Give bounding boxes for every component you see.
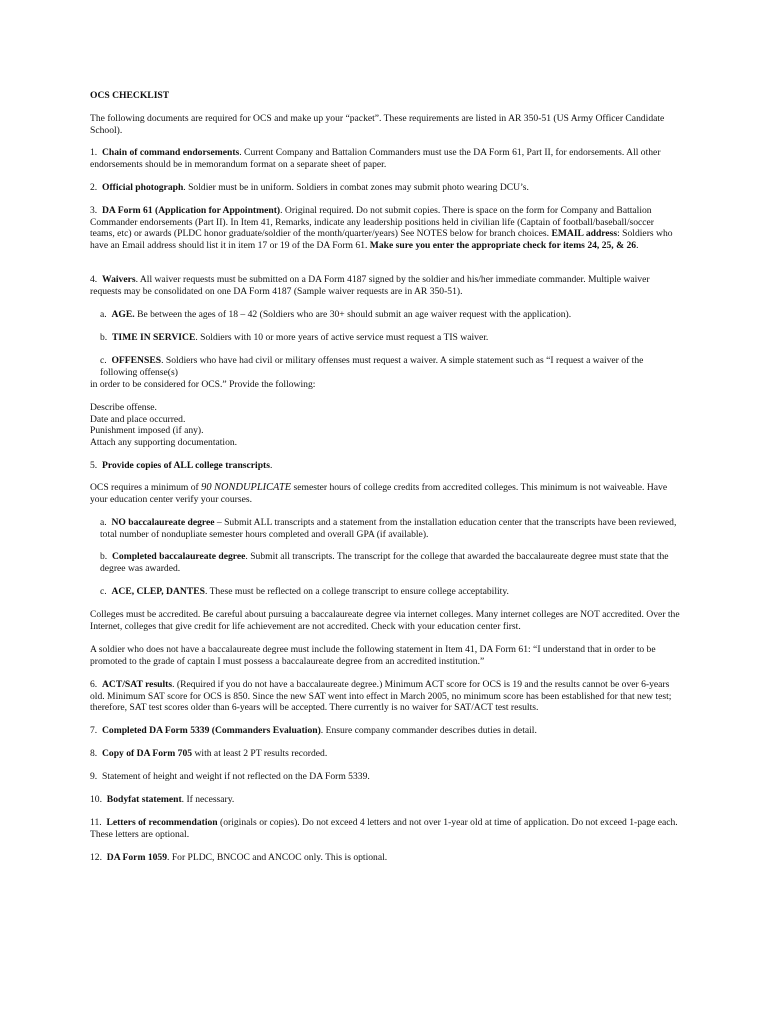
page-title: OCS CHECKLIST xyxy=(90,90,170,101)
offense-list-item: Punishment imposed (if any). xyxy=(90,425,204,436)
item-4: 4. Waivers. All waiver requests must be submitted on a DA Form 4187 signed by the soldier and his/her immediate commander. Multiple waiver requests may be consolidated on one DA Form 4187 (Sample waiver requests are in AR 350-51). xyxy=(90,274,650,297)
item-3: 3. DA Form 61 (Application for Appointment). Original required. Do not submit copies. There is space on the form for Company and Battalion Commander endorsements (Part II). In Item 41, Remarks, indicate any leadership positions held in civilian life (Captain of football/baseball/soccer teams, etc) or awards (PLDC honor graduate/soldier of the month/quarter/years) See NOTES below for branch choices. EMAIL address: Soldiers who have an Email address should list it in item 17 or 19 of the DA Form 61. Make sure you enter the appropriate check for items 24, 25, & 26. xyxy=(90,205,673,251)
item-1: 1. Chain of command endorsements. Current Company and Battalion Commanders must use the DA Form 61, Part II, for endorsements. All other endorsements should be in memorandum format on a separate sheet of paper. xyxy=(90,147,661,170)
item-4a: a. AGE. Be between the ages of 18 – 42 (Soldiers who are 30+ should submit an age waiver request with the application). xyxy=(100,309,572,320)
item-2: 2. Official photograph. Soldier must be in uniform. Soldiers in combat zones may submit photo wearing DCU’s. xyxy=(90,182,529,193)
item-5: 5. Provide copies of ALL college transcripts. xyxy=(90,460,273,471)
intro-paragraph: The following documents are required for OCS and make up your “packet”. These requirements are listed in AR 350-51 (US Army Officer Candidate School). xyxy=(90,113,665,136)
item-6: 6. ACT/SAT results. (Required if you do not have a baccalaureate degree.) Minimum ACT score for OCS is 19 and the results cannot be over 6-years old. Minimum SAT score for OCS is 850. Since the new SAT went into effect in March 2005, no minimum score has been established for that new test; therefore, SAT test scores older than 6-years will be accepted. There currently is no waiver for SAT/ACT test results. xyxy=(90,679,672,714)
item-8: 8. Copy of DA Form 705 with at least 2 PT results recorded. xyxy=(90,748,328,759)
offense-list-item: Attach any supporting documentation. xyxy=(90,437,238,448)
item-11: 11. Letters of recommendation (originals or copies). Do not exceed 4 letters and not over 1-year old at time of application. Do not exceed 1-page each. These letters are optional. xyxy=(90,817,678,840)
accreditation-paragraph: Colleges must be accredited. Be careful about pursuing a baccalaureate degree via internet colleges. Many internet colleges are NOT accredited. Over the Internet, colleges that give credit for life achievement are not accredited. Check with your education center first. xyxy=(90,609,680,632)
item-5b: b. Completed baccalaureate degree. Submit all transcripts. The transcript for the college that awarded the baccalaureate degree must state that the degree was awarded. xyxy=(100,551,669,574)
item-5c: c. ACE, CLEP, DANTES. These must be reflected on a college transcript to ensure college acceptability. xyxy=(100,586,509,597)
offense-list-item: Date and place occurred. xyxy=(90,414,186,425)
item-4c: c. OFFENSES. Soldiers who have had civil or military offenses must request a waiver. A simple statement such as “I request a waiver of the following offense(s) xyxy=(100,355,644,378)
degree-statement-paragraph: A soldier who does not have a baccalaureate degree must include the following statement in Item 41, DA Form 61: “I understand that in order to be promoted to the grade of captain I must possess a baccalaureate degree from an accredited institution.” xyxy=(90,644,656,667)
item-5a: a. NO baccalaureate degree – Submit ALL transcripts and a statement from the installation education center that the transcripts have been reviewed, total number of nondupliate semester hours completed and overall GPA (if available). xyxy=(100,517,677,540)
item-10: 10. Bodyfat statement. If necessary. xyxy=(90,794,235,805)
offense-list-item: Describe offense. xyxy=(90,402,157,413)
item-9: 9. Statement of height and weight if not reflected on the DA Form 5339. xyxy=(90,771,370,782)
item-7: 7. Completed DA Form 5339 (Commanders Evaluation). Ensure company commander describes duties in detail. xyxy=(90,725,537,736)
item-12: 12. DA Form 1059. For PLDC, BNCOC and ANCOC only. This is optional. xyxy=(90,852,388,863)
item-4c-continuation: in order to be considered for OCS.” Provide the following: xyxy=(90,379,316,390)
item-5-paragraph: OCS requires a minimum of 90 NONDUPLICATE semester hours of college credits from accredited colleges. This minimum is not waiveable. Have your education center verify your courses. xyxy=(90,482,668,505)
item-4b: b. TIME IN SERVICE. Soldiers with 10 or more years of active service must request a TIS waiver. xyxy=(100,332,489,343)
